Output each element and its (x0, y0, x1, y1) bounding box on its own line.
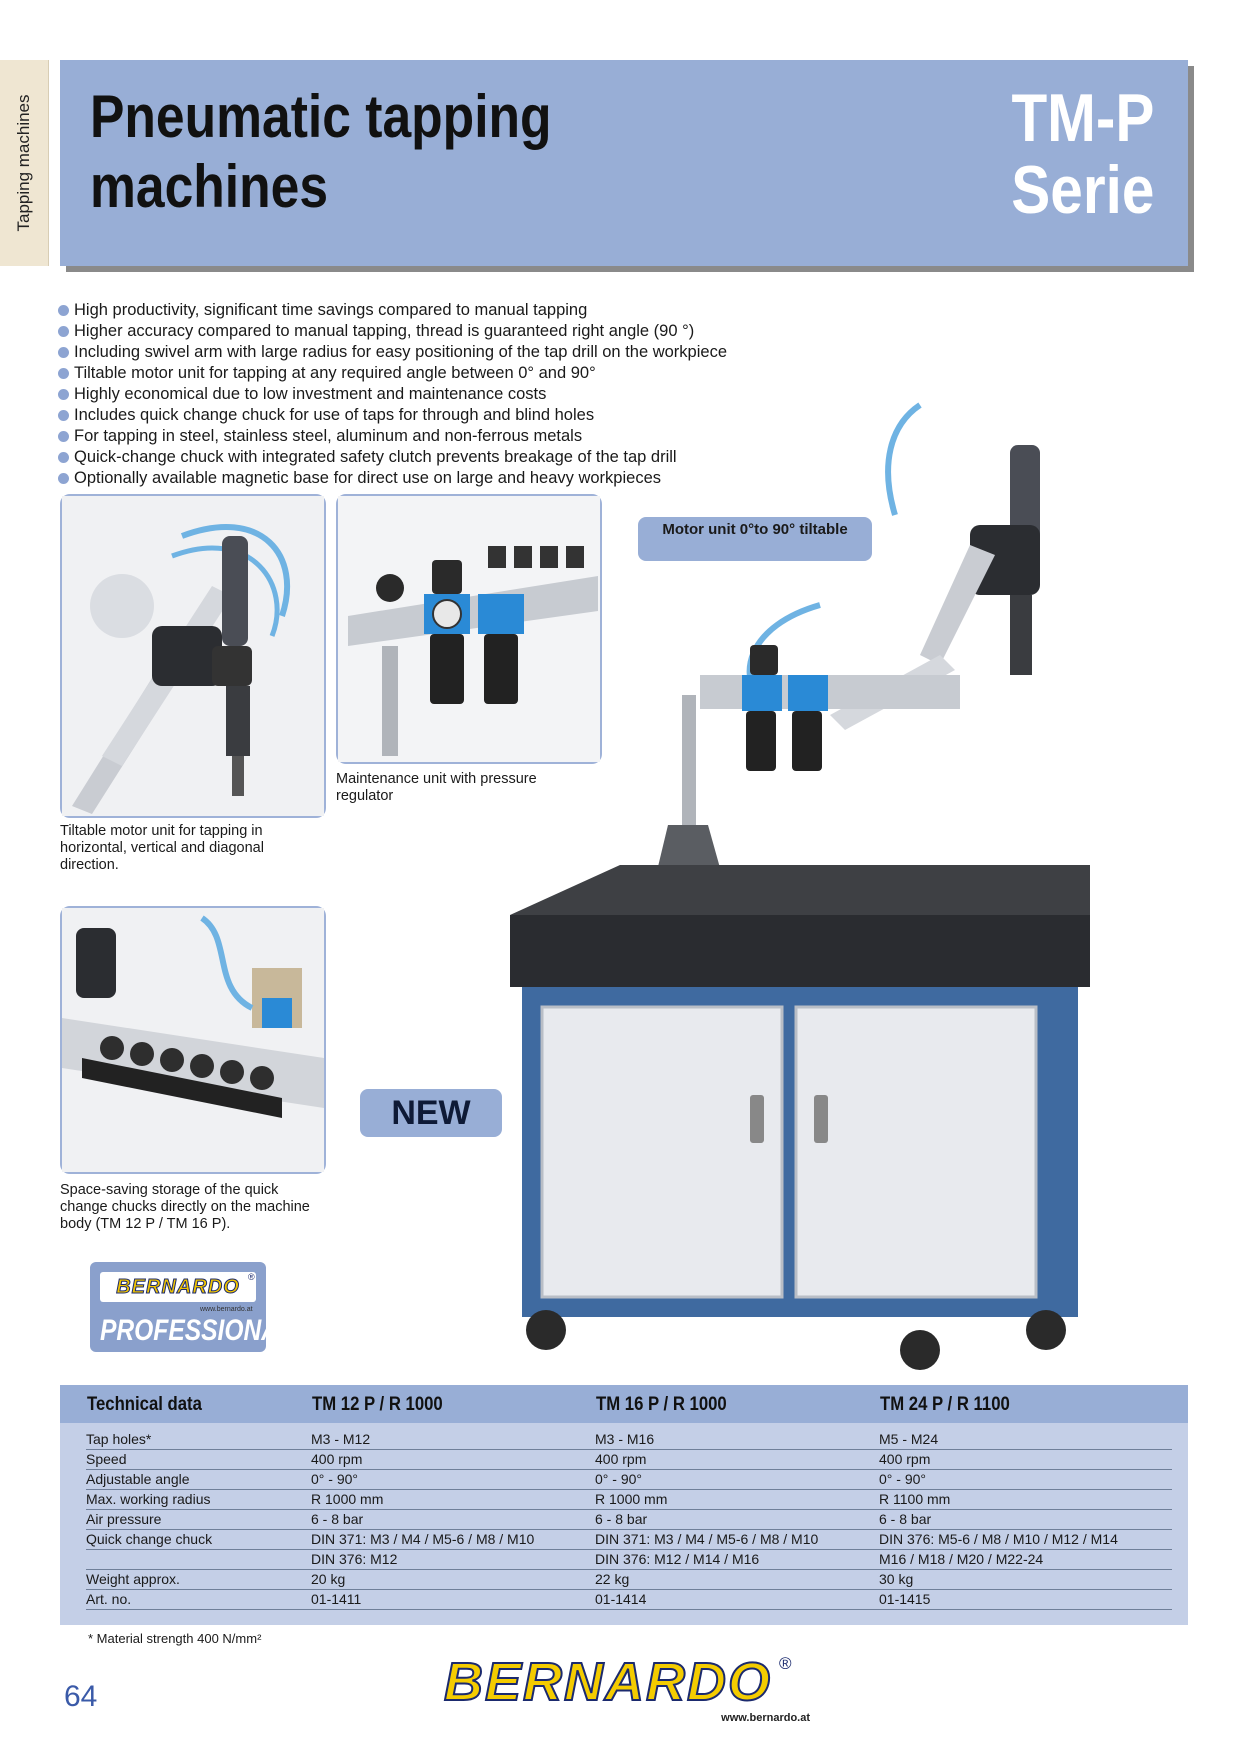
maintenance-unit-caption: Maintenance unit with pressure regulator (336, 771, 537, 804)
machine-photo (500, 395, 1100, 1375)
header-technical-data: Technical data (87, 1394, 202, 1415)
series-label (1011, 82, 1154, 226)
page-title (90, 82, 552, 222)
table-footnote: * Material strength 400 N/mm² (88, 1631, 262, 1646)
registered-mark: ® (779, 1654, 792, 1673)
professional-label: PROFESSIONAL (100, 1314, 295, 1347)
technical-data-table (60, 1385, 1188, 1625)
bullet-icon (58, 473, 69, 484)
feature-item: High productivity, significant time savings compared to manual tapping (58, 300, 727, 321)
header-tm16: TM 16 P / R 1000 (596, 1394, 727, 1415)
feature-item: Higher accuracy compared to manual tapping, thread is guaranteed right angle (90 °) (58, 321, 727, 342)
brand-wordmark: BERNARDO (100, 1272, 256, 1302)
title-line-1: Pneumatic tapping (90, 83, 552, 150)
bullet-icon (58, 431, 69, 442)
table-row: Air pressure 6 - 8 bar 6 - 8 bar 6 - 8 bar (86, 1509, 1172, 1530)
table-row: Tap holes* M3 - M12 M3 - M16 M5 - M24 (86, 1429, 1172, 1450)
table-row: Max. working radius R 1000 mm R 1000 mm R 1100 mm (86, 1489, 1172, 1510)
feature-item: Tiltable motor unit for tapping at any required angle between 0° and 90° (58, 363, 727, 384)
table-header (60, 1385, 1188, 1423)
bernardo-logo (444, 1650, 810, 1728)
table-row: DIN 376: M12 DIN 376: M12 / M14 / M16 M16 / M18 / M20 / M22-24 (86, 1549, 1172, 1570)
chuck-storage-caption: Space-saving storage of the quick change chucks directly on the machine body (TM 12 P / TM 16 P). (60, 1182, 310, 1232)
table-row: Speed 400 rpm 400 rpm 400 rpm (86, 1449, 1172, 1470)
registered-mark: ® (248, 1272, 255, 1282)
header-band (60, 60, 1188, 266)
chuck-storage-illustration (62, 908, 324, 1172)
title-line-2: machines (90, 153, 329, 220)
chuck-storage-photo (60, 906, 326, 1174)
brand-url: www.bernardo.at (200, 1306, 253, 1313)
bullet-icon (58, 368, 69, 379)
feature-item: Optionally available magnetic base for direct use on large and heavy workpieces (58, 468, 727, 489)
page-number: 64 (64, 1680, 98, 1713)
table-row: Quick change chuck DIN 371: M3 / M4 / M5-6 / M8 / M10 DIN 371: M3 / M4 / M5-6 / M8 / M10 DIN 376: M5-6 / M8 / M10 / M12 / M14 (86, 1529, 1172, 1550)
header-tm24: TM 24 P / R 1100 (880, 1394, 1010, 1415)
feature-item: For tapping in steel, stainless steel, aluminum and non-ferrous metals (58, 426, 727, 447)
motor-unit-illustration (62, 496, 324, 816)
motor-unit-photo (60, 494, 326, 818)
new-badge: NEW (360, 1089, 502, 1137)
table-row: Art. no. 01-1411 01-1414 01-1415 (86, 1589, 1172, 1610)
bullet-icon (58, 452, 69, 463)
bullet-icon (58, 389, 69, 400)
brand-wordmark: BERNARDO (444, 1652, 773, 1712)
bullet-icon (58, 326, 69, 337)
feature-item: Quick-change chuck with integrated safety clutch prevents breakage of the tap drill (58, 447, 727, 468)
feature-item: Highly economical due to low investment and maintenance costs (58, 384, 727, 405)
series-line-1: TM-P (1011, 80, 1154, 156)
table-row: Weight approx. 20 kg 22 kg 30 kg (86, 1569, 1172, 1590)
bullet-icon (58, 410, 69, 421)
side-tab (0, 60, 49, 266)
feature-item: Includes quick change chuck for use of taps for through and blind holes (58, 405, 727, 426)
table-row: Adjustable angle 0° - 90° 0° - 90° 0° - 90° (86, 1469, 1172, 1490)
bullet-icon (58, 347, 69, 358)
motor-unit-caption: Tiltable motor unit for tapping in horizontal, vertical and diagonal direction. (60, 823, 264, 873)
bullet-icon (58, 305, 69, 316)
bernardo-professional-logo (90, 1262, 295, 1352)
feature-item: Including swivel arm with large radius for easy positioning of the tap drill on the workpiece (58, 342, 727, 363)
machine-illustration (500, 395, 1100, 1375)
motor-unit-callout: Motor unit 0°to 90° tiltable (638, 517, 872, 561)
header-tm12: TM 12 P / R 1000 (312, 1394, 443, 1415)
brand-url: www.bernardo.at (721, 1712, 810, 1724)
side-tab-label: Tapping machines (14, 94, 33, 232)
series-line-2: Serie (1010, 152, 1154, 228)
